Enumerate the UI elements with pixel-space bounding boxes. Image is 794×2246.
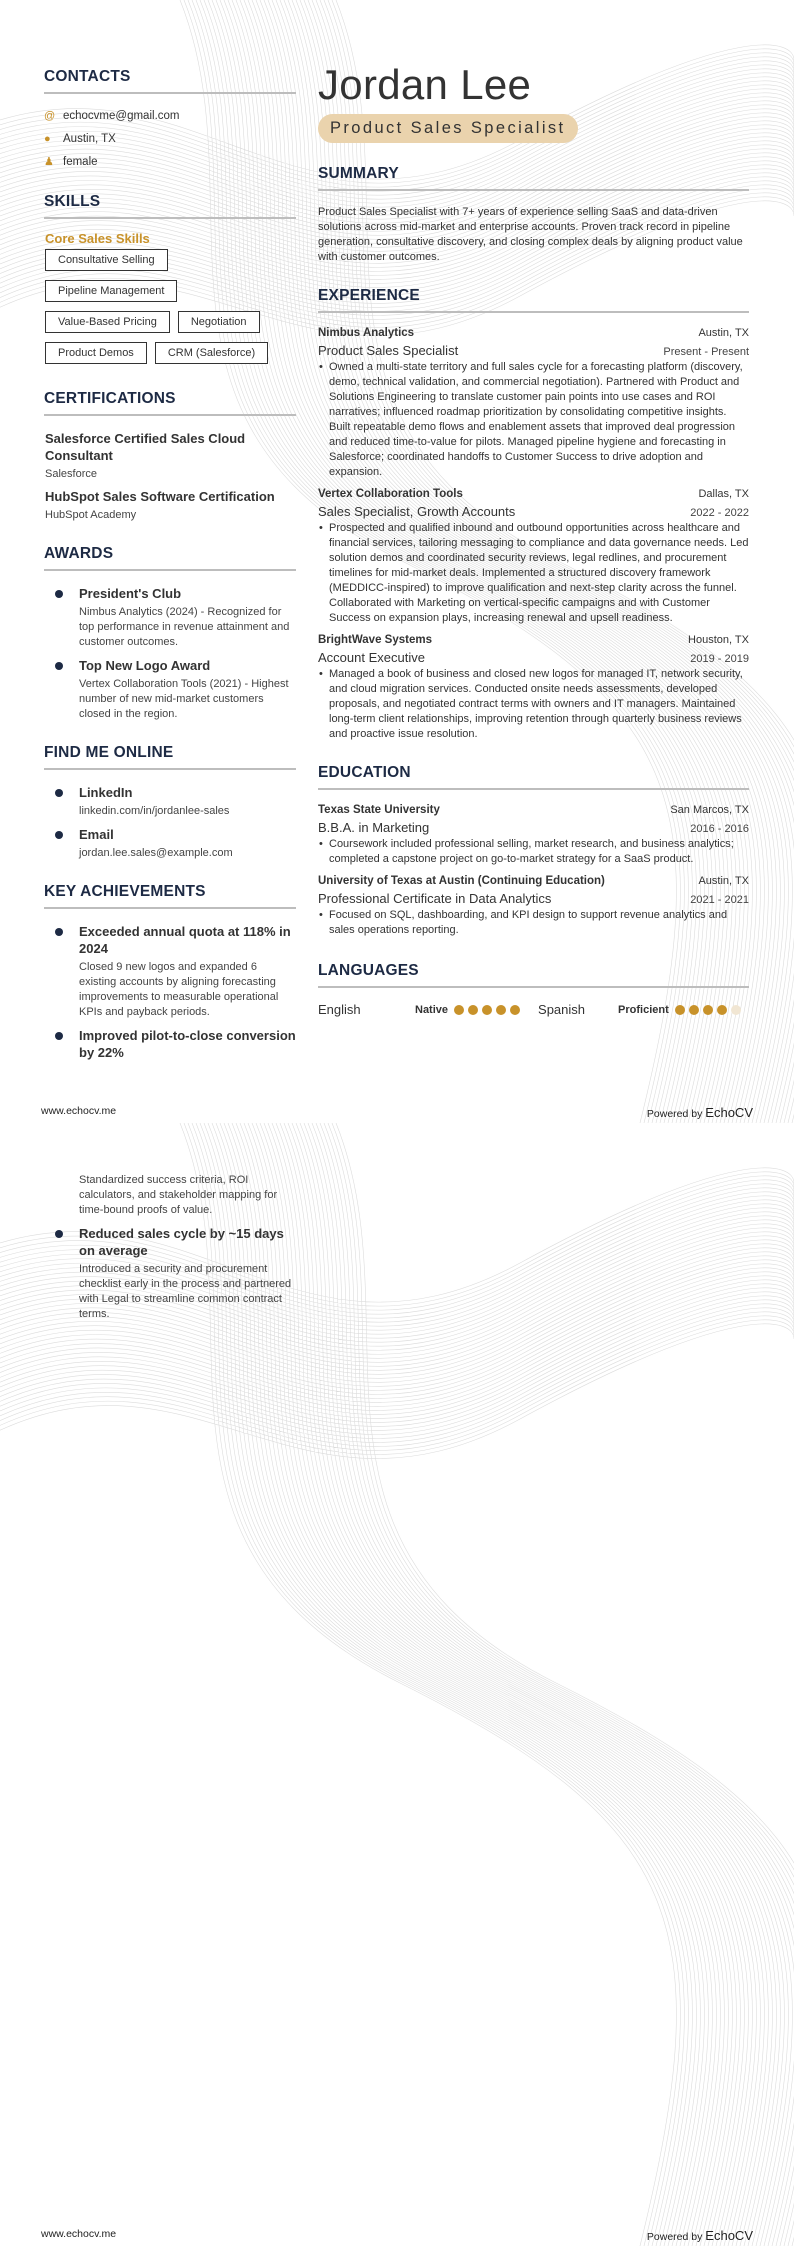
experience-entry <box>318 488 749 626</box>
cert-issuer: Salesforce <box>45 468 97 480</box>
rating-dot-filled <box>468 1005 478 1015</box>
date-range: 2021 - 2021 <box>690 894 749 906</box>
language-level: Native <box>415 1003 449 1016</box>
linkedin-link[interactable]: linkedin.com/in/jordanlee-sales <box>79 805 230 817</box>
role-title: Product Sales Specialist <box>318 343 459 358</box>
org-name: Texas State University <box>318 804 440 816</box>
skill-tag: Value-Based Pricing <box>45 311 170 333</box>
section-heading: EDUCATION <box>318 764 749 790</box>
skills-section <box>44 193 296 364</box>
right-column <box>318 62 749 1017</box>
section-heading: KEY ACHIEVEMENTS <box>44 883 296 909</box>
location: San Marcos, TX <box>670 804 749 816</box>
online-item <box>44 784 296 819</box>
at-icon: @ <box>44 109 56 122</box>
award-title: Top New Logo Award <box>79 658 211 673</box>
bullet-text: • Prospected and qualified inbound and outbound opportunities across healthcare and financial services, tailoring messaging to compliance and data governance needs. Led solution demos and coordinated security reviews, legal redlines, and procurement timelines for mid-market deals. Implemented a structured discovery framework (MEDDICC-inspired) to improve qualification and next-step clarity across the funnel. Collaborated with Marketing on vertical-specific campaigns and with Customer Success on expansion plays, increasing renewal and upsell readiness. <box>318 521 749 626</box>
resume-page-2 <box>0 1123 794 2246</box>
achievement-item <box>44 1225 296 1322</box>
date-range: 2022 - 2022 <box>690 507 749 519</box>
page-footer <box>41 1105 753 1120</box>
page-footer <box>41 2228 753 2243</box>
email-link[interactable]: jordan.lee.sales@example.com <box>79 847 233 859</box>
rating-dot-filled <box>703 1005 713 1015</box>
rating-dot-filled <box>675 1005 685 1015</box>
achievement-item <box>44 923 296 1020</box>
location: Dallas, TX <box>698 488 749 500</box>
location-text: Austin, TX <box>63 132 116 145</box>
role-title: Professional Certificate in Data Analytics <box>318 891 552 906</box>
bullet-dot <box>55 1230 63 1238</box>
role-title: B.B.A. in Marketing <box>318 820 430 835</box>
language-rating <box>454 1005 520 1015</box>
location-pin-icon: ● <box>44 132 51 145</box>
bullet-dot <box>55 662 63 670</box>
contact-email <box>44 104 296 127</box>
section-heading: LANGUAGES <box>318 962 749 988</box>
contact-gender <box>44 150 296 173</box>
award-title: President's Club <box>79 586 182 601</box>
bullet-text: • Coursework included professional selling, market research, and business analytics; completed a capstone project on go-to-market strategy for a SaaS product. <box>318 837 749 867</box>
skill-group-title: Core Sales Skills <box>45 231 150 246</box>
bullet-dot <box>55 590 63 598</box>
section-heading: EXPERIENCE <box>318 287 749 313</box>
summary-text: Product Sales Specialist with 7+ years of experience selling SaaS and data-driven solutions across mid-market and enterprise accounts. Proven track record in pipeline generation, consultative discovery, and closing complex deals by aligning product value with customer outcomes. <box>318 206 743 263</box>
award-item <box>44 585 296 650</box>
rating-dot-filled <box>510 1005 520 1015</box>
education-section <box>318 764 749 938</box>
online-item <box>44 826 296 861</box>
award-desc: Nimbus Analytics (2024) - Recognized for top performance in revenue attainment and customer outcomes. <box>79 606 290 648</box>
section-heading: CONTACTS <box>44 68 296 94</box>
awards-section <box>44 545 296 722</box>
location: Houston, TX <box>688 634 749 646</box>
role-title: Account Executive <box>318 650 425 665</box>
powered-by <box>647 1105 753 1120</box>
email-text: echocvme@gmail.com <box>63 109 180 122</box>
online-section <box>44 744 296 861</box>
powered-by <box>647 2228 753 2243</box>
award-item <box>44 657 296 722</box>
location: Austin, TX <box>698 875 749 887</box>
skill-tags <box>44 249 296 364</box>
bullet-dot <box>55 789 63 797</box>
section-heading: FIND ME ONLINE <box>44 744 296 770</box>
skill-tag: CRM (Salesforce) <box>155 342 268 364</box>
education-entry <box>318 875 749 938</box>
section-heading: CERTIFICATIONS <box>44 390 296 416</box>
location: Austin, TX <box>698 327 749 339</box>
role-title: Sales Specialist, Growth Accounts <box>318 504 516 519</box>
language-name: Spanish <box>538 1002 586 1017</box>
cert-title: HubSpot Sales Software Certification <box>45 489 275 504</box>
bullet-dot <box>55 928 63 936</box>
summary-section <box>318 165 749 265</box>
language-rating <box>675 1005 741 1015</box>
skill-tag: Pipeline Management <box>45 280 177 302</box>
left-column <box>44 1170 296 1329</box>
education-entry <box>318 804 749 867</box>
certifications-section <box>44 390 296 521</box>
left-column <box>44 68 296 1068</box>
skill-tag: Consultative Selling <box>45 249 168 271</box>
person-icon: ♟ <box>44 156 54 168</box>
language-level: Proficient <box>618 1003 669 1016</box>
language-name: English <box>318 1002 361 1017</box>
bullet-text: • Managed a book of business and closed new logos for managed IT, network security, and cloud migration services. Conducted onsite needs assessments, developed proposals, and negotiated contract terms with owners and IT managers. Maintained long-term client relationships, improving retention through quarterly business reviews and proactive issue resolution. <box>318 667 749 742</box>
powered-by-text: Powered by <box>646 2231 703 2243</box>
rating-dot-filled <box>689 1005 699 1015</box>
rating-dot-filled <box>482 1005 492 1015</box>
candidate-name: Jordan Lee <box>318 61 532 108</box>
bullet-dot <box>55 831 63 839</box>
achievement-title: Improved pilot-to-close conversion by 22% <box>79 1028 296 1060</box>
bullet-text: • Focused on SQL, dashboarding, and KPI design to support revenue analytics and sales operations reporting. <box>318 908 749 938</box>
achievement-title: Exceeded annual quota at 118% in 2024 <box>79 924 291 956</box>
contacts-section <box>44 68 296 173</box>
org-name: Vertex Collaboration Tools <box>318 488 463 500</box>
footer-site-link[interactable]: www.echocv.me <box>41 1105 117 1117</box>
achievement-item <box>44 1027 296 1061</box>
achievement-item-continued <box>44 1173 296 1218</box>
powered-by-text: Powered by <box>646 1108 703 1120</box>
rating-dot-filled <box>717 1005 727 1015</box>
achievement-desc: Standardized success criteria, ROI calculators, and stakeholder mapping for time-bound proofs of value. <box>79 1174 278 1216</box>
org-name: Nimbus Analytics <box>318 327 415 339</box>
section-heading: SUMMARY <box>318 165 749 191</box>
cert-issuer: HubSpot Academy <box>45 509 137 521</box>
experience-section <box>318 287 749 742</box>
bullet-text: • Owned a multi-state territory and full sales cycle for a forecasting platform (discovery, demo, technical validation, and commercial negotiation). Partnered with Product and Solutions Engineering to translate customer pain points into use cases and ROI narratives; influenced roadmap prioritization by consolidating competitive insights. Built repeatable demo flows and enablement assets that improved deal progression and reduced time-to-value for pilots. Managed pipeline hygiene and forecasting in Salesforce; coordinated handoffs to Customer Success to drive adoption and expansion. <box>318 360 749 480</box>
footer-site-link[interactable]: www.echocv.me <box>41 2228 117 2240</box>
section-heading: AWARDS <box>44 545 296 571</box>
cert-title: Salesforce Certified Sales Cloud Consultant <box>45 431 246 463</box>
brand-logo: EchoCV <box>705 1105 753 1120</box>
brand-logo: EchoCV <box>705 2228 753 2243</box>
online-title: LinkedIn <box>79 785 133 800</box>
award-desc: Vertex Collaboration Tools (2021) - Highest number of new mid-market customers closed in the region. <box>79 678 289 720</box>
rating-dot-filled <box>454 1005 464 1015</box>
date-range: 2016 - 2016 <box>690 823 749 835</box>
online-title: Email <box>79 827 114 842</box>
achievements-section <box>44 883 296 1061</box>
experience-entry <box>318 327 749 480</box>
section-heading: SKILLS <box>44 193 296 219</box>
contact-location <box>44 127 296 150</box>
date-range: 2019 - 2019 <box>690 653 749 665</box>
org-name: University of Texas at Austin (Continuing Education) <box>318 875 605 887</box>
skill-tag: Product Demos <box>45 342 147 364</box>
org-name: BrightWave Systems <box>318 634 432 646</box>
bullet-dot <box>55 1032 63 1040</box>
rating-dot-filled <box>496 1005 506 1015</box>
skill-tag: Negotiation <box>178 311 260 333</box>
achievement-title: Reduced sales cycle by ~15 days on average <box>79 1226 284 1258</box>
rating-dot-empty <box>731 1005 741 1015</box>
languages-row <box>318 1002 749 1017</box>
date-range: Present - Present <box>663 346 749 358</box>
achievement-desc: Introduced a security and procurement checklist early in the process and partnered with Legal to streamline common contract terms. <box>79 1263 292 1320</box>
languages-section <box>318 962 749 1017</box>
experience-entry <box>318 634 749 742</box>
job-title-badge: Product Sales Specialist <box>318 114 578 143</box>
achievement-desc: Closed 9 new logos and expanded 6 existing accounts by aligning forecasting improvements to measurable operational KPIs and payback periods. <box>79 961 279 1018</box>
gender-text: female <box>63 155 98 168</box>
